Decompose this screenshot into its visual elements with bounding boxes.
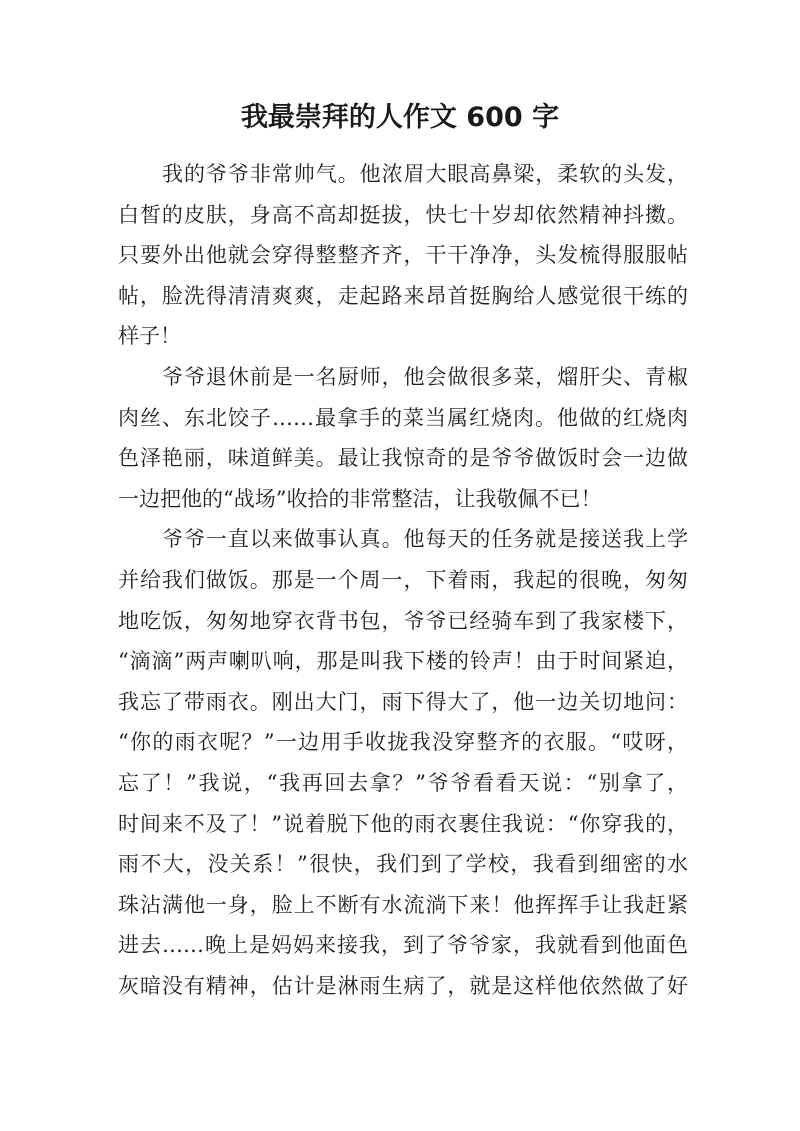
- text-line: 一边把他的“战场”收拾的非常整洁，让我敬佩不已！: [118, 486, 602, 511]
- text-line: 爷爷退休前是一名厨师，他会做很多菜，熘肝尖、青椒: [162, 364, 688, 389]
- text-line: 爷爷一直以来做事认真。他每天的任务就是接送我上学: [162, 527, 688, 552]
- text-line: 珠沾满他一身，脸上不断有水流淌下来！他挥挥手让我赶紧: [118, 892, 688, 917]
- paragraph-2: [118, 357, 688, 519]
- text-line: 并给我们做饭。那是一个周一，下着雨，我起的很晚，匆匆: [118, 567, 688, 592]
- text-line: 雨不大，没关系！”很快，我们到了学校，我看到细密的水: [118, 852, 688, 877]
- text-line: “你的雨衣呢？”一边用手收拢我没穿整齐的衣服。“哎呀，: [118, 730, 688, 755]
- text-line: 我的爷爷非常帅气。他浓眉大眼高鼻梁，柔软的头发，: [162, 162, 688, 186]
- text-line: 灰暗没有精神，估计是淋雨生病了，就是这样他依然做了好: [118, 973, 688, 998]
- text-line: 时间来不及了！”说着脱下他的雨衣裹住我说：“你穿我的，: [118, 811, 688, 836]
- text-line: 地吃饭，匆匆地穿衣背书包，爷爷已经骑车到了我家楼下，: [118, 608, 688, 633]
- text-line: 只要外出他就会穿得整整齐齐，干干净净，头发梳得服服帖: [118, 243, 688, 268]
- text-line: 样子！: [118, 324, 181, 349]
- text-line: 肉丝、东北饺子……最拿手的菜当属红烧肉。他做的红烧肉: [118, 405, 688, 430]
- paragraph-1: [118, 154, 688, 357]
- document-body: [118, 154, 688, 1006]
- text-line: 进去……晚上是妈妈来接我，到了爷爷家，我就看到他面色: [118, 933, 688, 958]
- document-title: 我最崇拜的人作文 600 字: [240, 102, 560, 133]
- text-line: 白皙的皮肤，身高不高却挺拔，快七十岁却依然精神抖擞。: [118, 202, 688, 227]
- text-line: 帖，脸洗得清清爽爽，走起路来昂首挺胸给人感觉很干练的: [118, 283, 688, 308]
- text-line: 我忘了带雨衣。刚出大门，雨下得大了，他一边关切地问：: [118, 689, 688, 714]
- text-line: “滴滴”两声喇叭响，那是叫我下楼的铃声！由于时间紧迫，: [118, 649, 688, 674]
- paragraph-3: [118, 519, 688, 1006]
- text-line: 色泽艳丽，味道鲜美。最让我惊奇的是爷爷做饭时会一边做: [118, 446, 688, 471]
- text-line: 忘了！”我说，“我再回去拿？”爷爷看看天说：“别拿了，: [118, 770, 688, 795]
